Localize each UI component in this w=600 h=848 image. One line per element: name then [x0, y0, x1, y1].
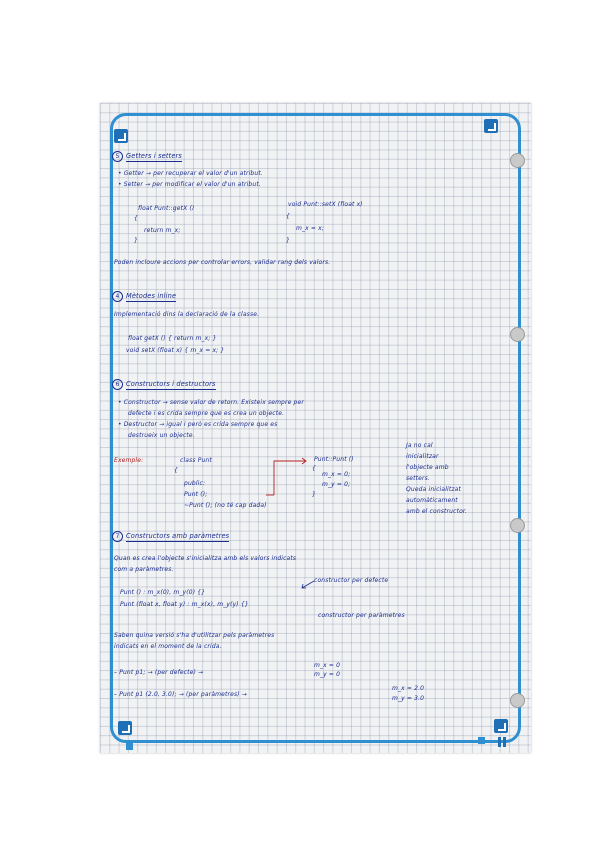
notebook-logo-icon — [114, 129, 128, 143]
section-heading — [112, 379, 216, 390]
side-note-line: l'objecte amb — [406, 464, 449, 471]
barcode-icon — [498, 737, 506, 747]
bullet-line: destrueix un objecte. — [128, 432, 195, 439]
code-line: m_y = 0; — [322, 481, 351, 488]
example-line: – Punt p1 (2.0, 3.0); → (per paràmetres) → — [114, 691, 247, 698]
example-label: Exemple: — [114, 457, 144, 464]
side-note-line: Queda inicialitzat — [406, 486, 461, 493]
punch-hole-icon — [510, 327, 525, 342]
result-line: m_x = 0 — [314, 662, 341, 669]
code-line: Punt::Punt () — [314, 456, 354, 463]
notebook-logo-icon — [118, 721, 132, 735]
code-line: void Punt::setX (float x) — [288, 201, 363, 208]
example-line: – Punt p1; → (per defecte) → — [114, 669, 204, 676]
code-line: return m_x; — [144, 227, 181, 234]
notebook-logo-icon — [494, 719, 508, 733]
body-text: com a paràmetres. — [114, 566, 174, 573]
code-line: class Punt — [180, 457, 212, 464]
section-number: 5 — [112, 151, 123, 162]
code-line: m_x = x; — [296, 225, 325, 232]
arrow-icon — [300, 580, 316, 590]
code-line: void setX (float x) { m_x = x; } — [126, 347, 225, 354]
code-line: float getX () { return m_x; } — [128, 335, 217, 342]
section-heading — [112, 291, 176, 302]
side-note-line: automàticament — [406, 497, 458, 504]
section-number: 6 — [112, 379, 123, 390]
bullet-line: • Constructor → sense valor de retorn. Existeix sempre per — [118, 399, 304, 406]
code-line: public: — [184, 480, 206, 487]
punch-hole-icon — [510, 153, 525, 168]
corner-square-icon — [478, 737, 485, 744]
note-text: Poden incloure accions per controlar errors, validar rang dels valors. — [114, 259, 331, 266]
punch-hole-icon — [510, 518, 525, 533]
section-title: Mètodes inline — [126, 292, 177, 300]
corner-square-icon — [126, 743, 133, 750]
code-line: Punt (float x, float y) : m_x(x), m_y(y) {} — [120, 601, 249, 608]
result-line: m_x = 2.0 — [392, 685, 425, 692]
annotation-label: constructor per paràmetres — [318, 612, 405, 619]
code-line: { — [174, 467, 178, 474]
section-number: 4 — [112, 291, 123, 302]
code-line: Punt () : m_x(0), m_y(0) {} — [120, 589, 206, 596]
notebook-page — [100, 103, 531, 753]
bullet-line: • Setter → per modificar el valor d'un atribut. — [118, 181, 261, 188]
code-line: Punt (); — [184, 491, 208, 498]
result-line: m_y = 0 — [314, 671, 341, 678]
side-note-line: Ja no cal — [406, 442, 433, 449]
side-note-line: setters. — [406, 475, 430, 482]
code-line: float Punt::getX () — [138, 205, 195, 212]
body-text: Implementació dins la declaració de la classe. — [114, 311, 260, 318]
section-heading — [112, 531, 229, 542]
bullet-line: • Destructor → igual i però es crida sempre que es — [118, 421, 278, 428]
red-arrow-icon — [250, 455, 310, 505]
body-text: Saben quina versió s'ha d'utilitzar pels paràmetres — [114, 632, 275, 639]
punch-hole-icon — [510, 693, 525, 708]
side-note-line: inicialitzar — [406, 453, 439, 460]
body-text: indicats en el moment de la crida. — [114, 643, 222, 650]
bullet-line: • Getter → per recuperar el valor d'un atribut. — [118, 170, 263, 177]
bullet-line: defecte i es crida sempre que es crea un objecte. — [128, 410, 285, 417]
section-title: Getters i setters — [126, 152, 182, 160]
section-heading — [112, 151, 182, 162]
section-title: Constructors i destructors — [126, 380, 216, 388]
code-line: } — [134, 237, 138, 244]
code-line: } — [312, 491, 316, 498]
notebook-logo-icon — [484, 119, 498, 133]
annotation-label: constructor per defecte — [314, 577, 389, 584]
code-line: ~Punt (); (no té cap dada) — [184, 502, 267, 509]
code-line: { — [286, 213, 290, 220]
body-text: Quan es crea l'objecte s'inicialitza amb els valors indicats — [114, 555, 297, 562]
section-title: Constructors amb paràmetres — [126, 532, 230, 540]
code-line: { — [312, 465, 316, 472]
code-line: m_x = 0; — [322, 471, 351, 478]
side-note-line: amb el constructor. — [406, 508, 468, 515]
result-line: m_y = 3.0 — [392, 695, 425, 702]
section-number: 7 — [112, 531, 123, 542]
code-line: { — [134, 215, 138, 222]
code-line: } — [286, 237, 290, 244]
